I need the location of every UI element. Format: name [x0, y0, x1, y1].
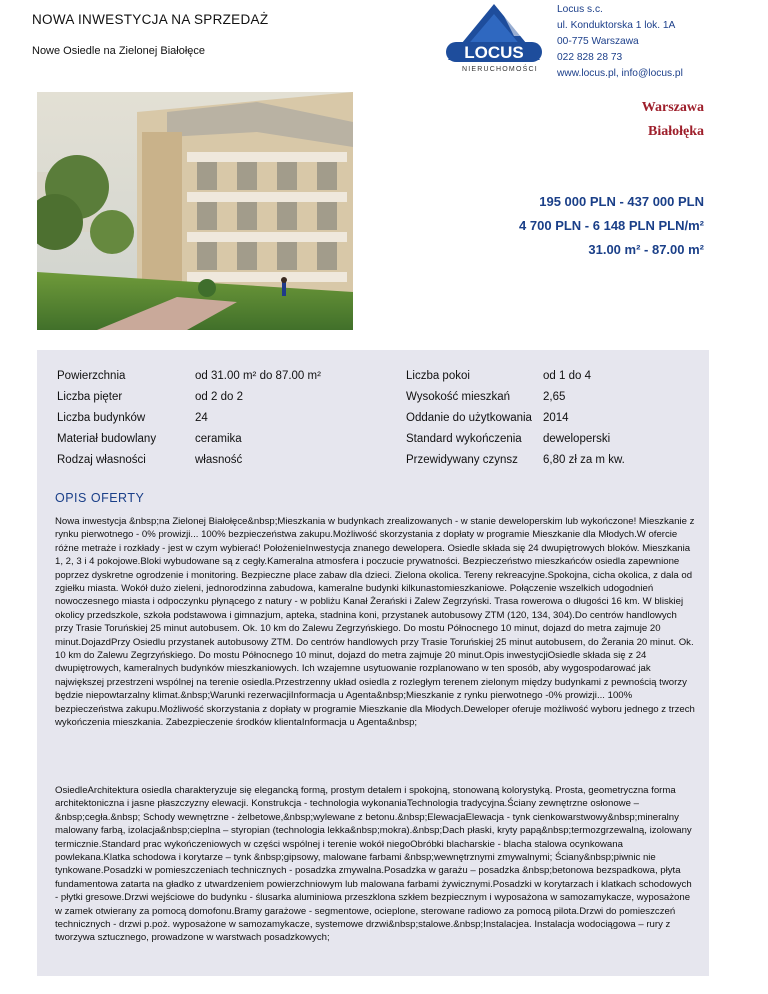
location-district: Białołęka — [647, 124, 704, 139]
agency-name: Locus s.c. — [557, 4, 603, 15]
param-label: Liczba pięter — [57, 391, 123, 403]
param-value: 2014 — [543, 412, 569, 424]
param-value: 6,80 zł za m kw. — [543, 454, 625, 466]
agency-contact — [557, 2, 683, 82]
page-subtitle: Nowe Osiedle na Zielonej Białołęce — [32, 45, 206, 57]
param-value: deweloperski — [543, 433, 611, 445]
agency-city: 00-775 Warszawa — [557, 36, 639, 47]
param-label: Powierzchnia — [57, 370, 126, 382]
description-paragraph: OsiedleArchitektura osiedla charakteryzuje się elegancką formą, prostym detalem i spokojną, stonowaną kolorystyką. Prosta, geometryczna forma architektoniczna i jasne płaszczyzny elewacji. Konstrukcja - technologia wykonaniaTechnologia tradycyjna.Ściany zewnętrzne osłonowe –&nbsp;cegła.&nbsp; Schody wewnętrzne - żelbetowe,&nbsp;wylewane z betonu.&nbsp;ElewacjaElewacja - tynk cienkowarstwowy&nbsp;mineralny malowany farbą, izolacja&nbsp;cieplna – styropian (technologia lekka&nbsp;mokra).&nbsp;Dach płaski, kryty papą&nbsp;termozgrzewalną, izolowany termicznie.Standard prac wykończeniowych w części wspólnej i terenie wokół niegoObróbki blacharskie - blacha stalowa ocynkowana powlekana.Klatka schodowa i korytarze – tynk &nbsp;gipsowy, malowane farbami &nbsp;wewnętrznymi zmywalnymi; Ściany&nbsp;piwnic nie tynkowane.Posadzki w pomieszczeniach technicznych - posadzka zmywalna.Posadzka w garażu – posadzka &nbsp;betonowa bezspadkowa, płyta fundamentowa zatarta na gładko z utwardzeniem powierzchniowym lub malowana farbami żywicznymi.Posadzki w korytarzach i klatkach schodowych - płytki gresowe.Drzwi wejściowe do budynku - ślusarka aluminiowa przeszklona szkłem bezpiecznym i wyposażona w samozamykacze, wyposażone w zamek otwierany za pomocą domofonu.Bramy garażowe - segmentowe, ocieplone, sterowane radiowo za pomocą pilota.Drzwi do pomieszczeń technicznych - drzwi p.poż. wyposażone w samozamykacze, systemowe drzwi&nbsp;stalowe.&nbsp;Instalacjea. Instalacja wodociągowa – rury z tworzywa sztucznego, prowadzone w warstwach posadzkowych; — [55, 785, 692, 944]
building-photo — [37, 92, 353, 330]
location-city: Warszawa — [641, 100, 704, 115]
param-value: od 2 do 2 — [195, 391, 243, 403]
page-title: NOWA INWESTYCJA NA SPRZEDAŻ — [32, 12, 269, 27]
description-paragraph: Nowa inwestycja &nbsp;na Zielonej Białołęce&nbsp;Mieszkania w budynkach zrealizowanych - w stanie deweloperskim lub wykończone! Mieszkanie z rynku pierwotnego - 0% prowizji... 100% bezpieczeństwa zakupu.Możliwość skorzystania z dopłaty w programie Mieszkanie dla Młodych.W ofercie różne metraże i rozkłady - jest w czym wybierać! PołożenieInwestycja znanego dewelopera. Osiedle składa się 24 dwupiętrowych bloków. Mieszkania 1, 2, 3 i 4 pokojowe.Bloki wybudowane są z cegły.Kameralna atmosfera i poczucie prywatności. Bezpieczeństwo mieszkańców osiedla zapewnione poprzez dyskretne ogrodzenie i monitoring. Bezpieczne place zabaw dla dzieci. Zielona okolica. Tereny rekreacyjne.Spokojna, cicha okolica, z dala od zgiełku miasta. Wokół dużo zieleni, jednorodzinna zabudowa, kameralne budynki kilkunastomieszkaniowe. Połączenie wszelkich udogodnień nowoczesnego miasta i odpoczynku płynącego z natury - w pobliżu Kanał Żerański i Zalew Zegrzyński. Trasa rowerowa o długości 16 km. W bliskiej okolicy przedszkole, szkoła podstawowa i gimnazjum, apteka, stadnina koni, przystanek autobusowy ZTM (120, 134, 304).Do centrów handlowych przy Trasie Toruńskiej 25 minut autobusem. Ok. 10 km do Zalewu Zegrzyńskiego. Do mostu Północnego 10 minut, dojazd do metra zajmuje 20 minut.DojazdPrzy Osiedlu przystanek autobusowy ZTM. Do centrów handlowych przy Trasie Toruńskiej 25 minut autobusem, do Żerania 20 minut. Ok. 10 km do Zalewu Zegrzyńskiego. Do mostu Północnego 10 minut, dojazd do metra zajmuje 20 minut.Opis inwestycjiOsiedle składa się z 24 dwupiętrowych, kameralnych budynków mieszkaniowych. Ich wzajemne usytuowanie rozplanowano w ten sposób, aby wygospodarować jak największej przestrzeni wspólnej na terenie osiedla.Przestrzenny układ osiedla z rozległym terenem zielonym między budynkami z pewnością tworzy będzie niepowtarzalny klimat.&nbsp;Warunki rezerwacjiInformacja u Agenta&nbsp;Mieszkanie z rynku pierwotnego -0% prowizji... 100% bezpieczeństwa zakupu.Możliwość skorzystania z dopłaty w programie Mieszkanie dla Młodych.Deweloper oferuje możliwość wyboru jednego z trzech wykończenia mieszkania. Zabezpieczenie środków klientaInformacja u Agenta&nbsp; — [55, 516, 695, 729]
area-range: 31.00 m² - 87.00 m² — [588, 242, 704, 257]
param-value: ceramika — [195, 433, 242, 445]
price-per-m2: 4 700 PLN - 6 148 PLN PLN/m² — [519, 218, 704, 233]
agency-phone: 022 828 28 73 — [557, 52, 623, 63]
param-label: Oddanie do użytkowania — [406, 412, 532, 424]
param-value: od 31.00 m² do 87.00 m² — [195, 370, 321, 382]
param-value: 2,65 — [543, 391, 566, 403]
param-value: od 1 do 4 — [543, 370, 591, 382]
param-label: Wysokość mieszkań — [406, 391, 511, 403]
logo-text: LOCUS — [464, 43, 524, 62]
param-value: 24 — [195, 412, 208, 424]
param-value: własność — [195, 454, 243, 466]
param-label: Liczba pokoi — [406, 370, 470, 382]
param-label: Liczba budynków — [57, 412, 146, 424]
offer-details-panel — [37, 350, 709, 976]
param-label: Przewidywany czynsz — [406, 454, 518, 466]
param-label: Standard wykończenia — [406, 433, 522, 445]
agency-street: ul. Konduktorska 1 lok. 1A — [557, 20, 676, 31]
price-total: 195 000 PLN - 437 000 PLN — [539, 194, 704, 209]
param-label: Rodzaj własności — [57, 454, 146, 466]
description-heading: OPIS OFERTY — [55, 491, 145, 505]
logo-caption: NIERUCHOMOŚCI — [462, 66, 538, 73]
param-label: Materiał budowlany — [57, 433, 157, 445]
agency-web[interactable]: www.locus.pl, info@locus.pl — [557, 68, 683, 79]
